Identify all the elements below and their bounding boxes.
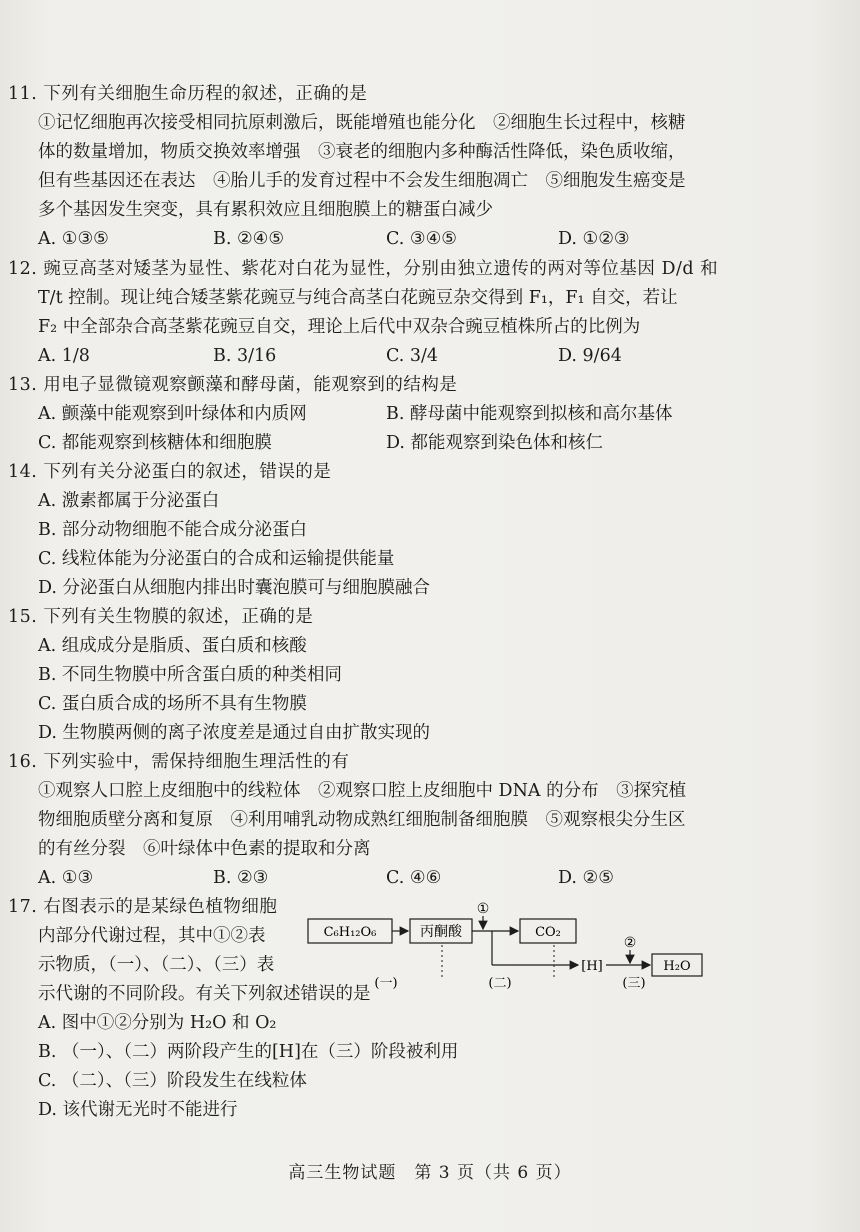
glucose-label: C₆H₁₂O₆ [323,925,377,940]
option-d[interactable]: D. 9/64 [558,346,622,366]
question-16-line: ①观察人口腔上皮细胞中的线粒体 ②观察口腔上皮细胞中 DNA 的分布 ③探究植 [38,781,687,801]
option-b[interactable]: B. ②③ [213,868,269,888]
stage-2-label: (二) [488,976,512,991]
question-13-options-row1 [8,400,838,429]
option-b[interactable]: B. 不同生物膜中所含蛋白质的种类相同 [38,665,342,685]
question-12-stem: 12. 豌豆高茎对矮茎为显性、紫花对白花为显性，分别由独立遗传的两对等位基因 D/d 和 [8,259,719,279]
option-d[interactable]: D. ①②③ [558,229,630,249]
question-16-stem: 16. 下列实验中，需保持细胞生理活性的有 [8,752,350,772]
option-a[interactable]: A. 1/8 [38,346,90,366]
option-d[interactable]: D. 分泌蛋白从细胞内排出时囊泡膜可与细胞膜融合 [38,578,431,598]
nadh-label: [H] [581,959,603,974]
question-12 [8,255,838,371]
question-11-line: 体的数量增加，物质交换效率增强 ③衰老的细胞内多种酶活性降低，染色质收缩， [38,142,686,162]
question-17-line: 内部分代谢过程，其中①②表 [38,926,266,946]
question-11-line: 多个基因发生突变，具有累积效应且细胞膜上的糖蛋白减少 [38,200,493,220]
option-d[interactable]: D. 都能观察到染色体和核仁 [386,433,604,453]
stage-1-label: (一) [374,976,398,991]
question-13-stem: 13. 用电子显微镜观察颤藻和酵母菌，能观察到的结构是 [8,375,458,395]
question-17-stem: 17. 右图表示的是某绿色植物细胞 [8,897,278,917]
question-11-line: 但有些基因还在表达 ④胎儿手的发育过程中不会发生细胞凋亡 ⑤细胞发生癌变是 [38,171,686,191]
option-c[interactable]: C. （二）、（三）阶段发生在线粒体 [38,1071,307,1091]
question-14 [8,458,838,603]
option-a[interactable]: A. ①③ [38,868,94,888]
question-11-stem: 11. 下列有关细胞生命历程的叙述，正确的是 [8,84,368,104]
question-14-stem: 14. 下列有关分泌蛋白的叙述，错误的是 [8,462,332,482]
question-12-options [8,342,838,371]
option-c[interactable]: C. ④⑥ [386,868,442,888]
option-b[interactable]: B. ②④⑤ [213,229,285,249]
question-16-options [8,864,838,893]
option-c[interactable]: C. 都能观察到核糖体和细胞膜 [38,433,272,453]
option-d[interactable]: D. 该代谢无光时不能进行 [38,1100,238,1120]
option-c[interactable]: C. 3/4 [386,346,439,366]
question-11-options [8,225,838,254]
question-16-line: 的有丝分裂 ⑥叶绿体中色素的提取和分离 [38,839,371,859]
option-c[interactable]: C. 线粒体能为分泌蛋白的合成和运输提供能量 [38,549,395,569]
question-15-stem: 15. 下列有关生物膜的叙述，正确的是 [8,607,314,627]
co2-label: CO₂ [535,925,561,940]
metabolism-diagram [300,893,720,993]
option-b[interactable]: B. 3/16 [213,346,277,366]
page-footer: 高三生物试题 第 3 页（共 6 页） [288,1163,572,1183]
option-a[interactable]: A. 组成成分是脂质、蛋白质和核酸 [38,636,307,656]
option-d[interactable]: D. ②⑤ [558,868,614,888]
question-11 [8,80,838,254]
option-a[interactable]: A. 颤藻中能观察到叶绿体和内质网 [38,404,307,424]
question-11-line: ①记忆细胞再次接受相同抗原刺激后，既能增殖也能分化 ②细胞生长过程中，核糖 [38,113,686,133]
mark-2: ② [623,935,637,951]
question-12-line: F₂ 中全部杂合高茎紫花豌豆自交，理论上后代中双杂合豌豆植株所占的比例为 [38,317,641,337]
option-b[interactable]: B. 部分动物细胞不能合成分泌蛋白 [38,520,307,540]
question-16-line: 物细胞质壁分离和复原 ④利用哺乳动物成熟红细胞制备细胞膜 ⑤观察根尖分生区 [38,810,686,830]
question-17-line: 示代谢的不同阶段。有关下列叙述错误的是 [38,984,371,1004]
mark-1: ① [476,901,490,917]
question-13 [8,371,838,458]
option-a[interactable]: A. ①③⑤ [38,229,109,249]
option-c[interactable]: C. ③④⑤ [386,229,457,249]
pyruvate-label: 丙酮酸 [420,924,462,940]
water-label: H₂O [663,959,691,974]
option-b[interactable]: B. （一）、（二）两阶段产生的[H]在（三）阶段被利用 [38,1042,459,1062]
question-15 [8,603,838,748]
question-12-line: T/t 控制。现让纯合矮茎紫花豌豆与纯合高茎白花豌豆杂交得到 F₁，F₁ 自交，若让 [38,288,678,308]
stage-3-label: (三) [622,976,646,991]
question-17-line: 示物质，（一）、（二）、（三）表 [38,955,275,975]
question-13-options-row2 [8,429,838,458]
option-d[interactable]: D. 生物膜两侧的离子浓度差是通过自由扩散实现的 [38,723,431,743]
option-b[interactable]: B. 酵母菌中能观察到拟核和高尔基体 [386,404,673,424]
question-16 [8,748,838,893]
option-c[interactable]: C. 蛋白质合成的场所不具有生物膜 [38,694,307,714]
option-a[interactable]: A. 图中①②分别为 H₂O 和 O₂ [38,1013,277,1033]
option-a[interactable]: A. 激素都属于分泌蛋白 [38,491,220,511]
